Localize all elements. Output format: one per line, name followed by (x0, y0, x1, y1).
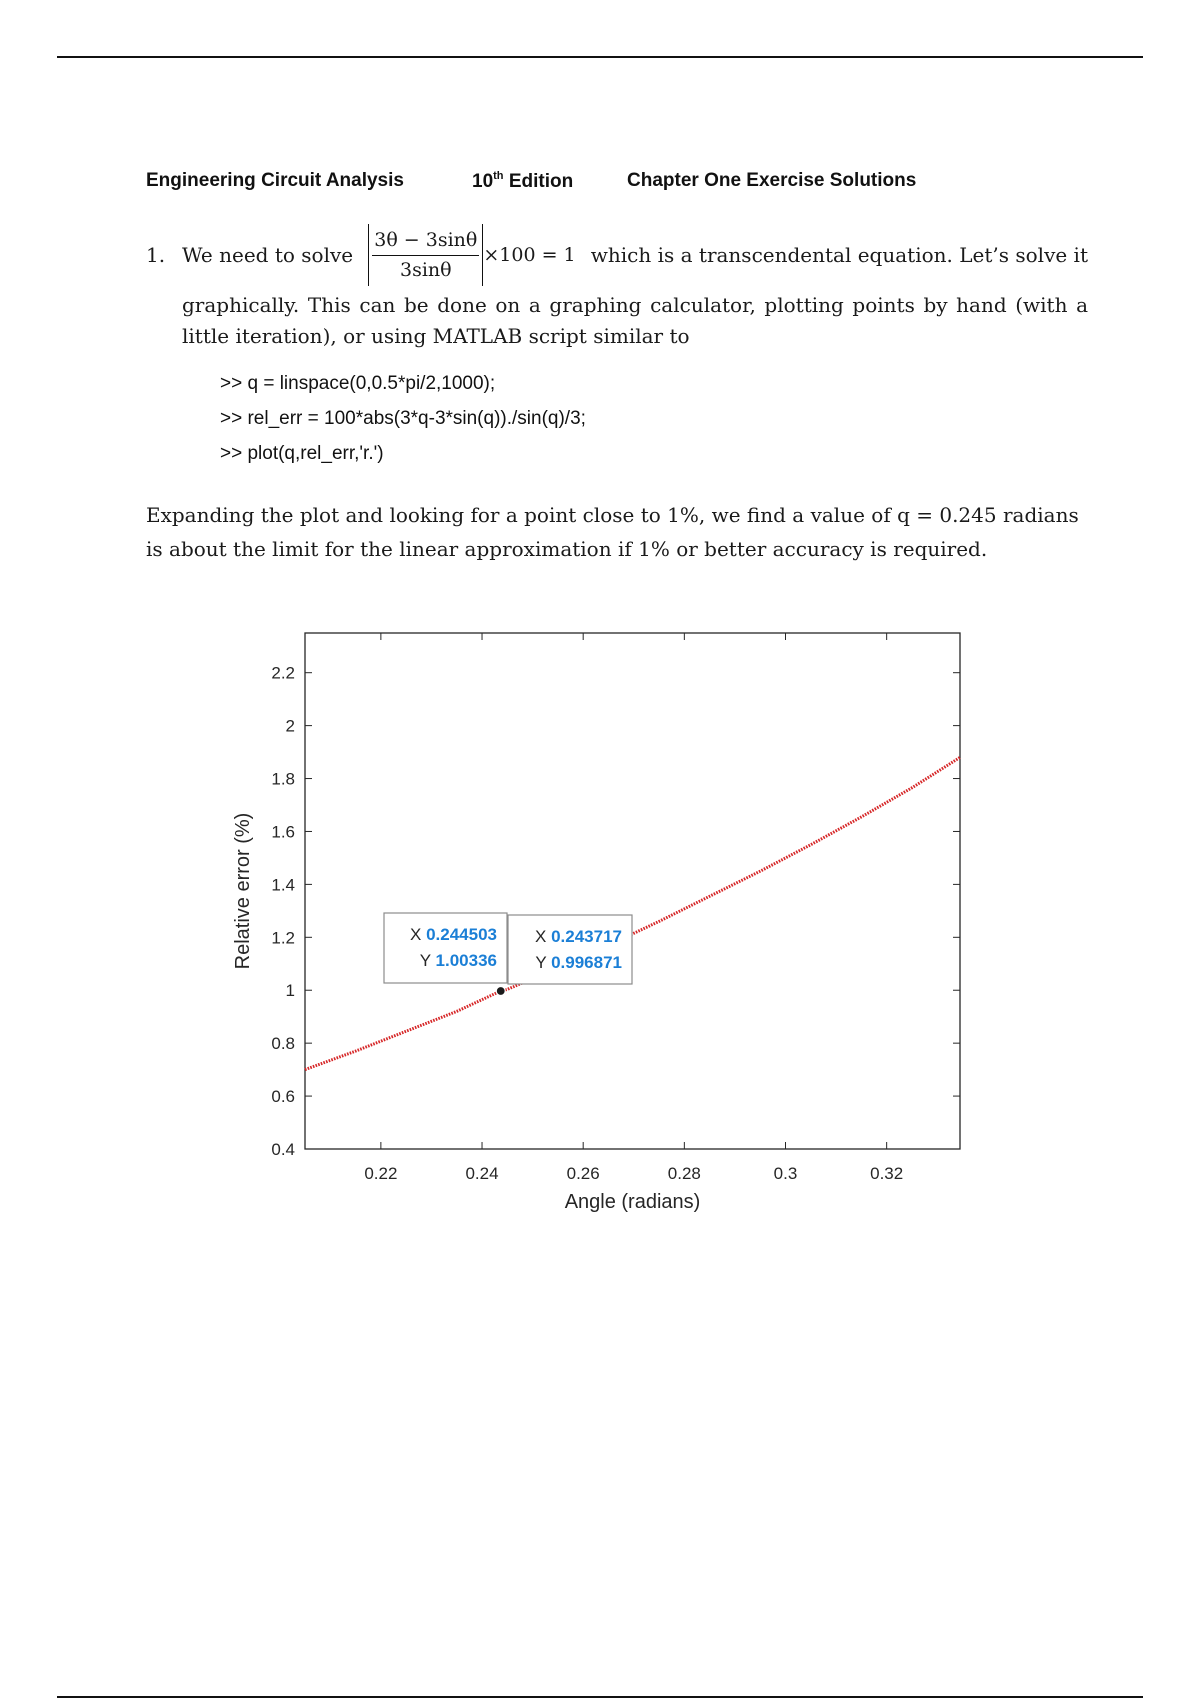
y-tick-label: 1 (285, 981, 295, 1001)
y-tick-label: 1.6 (271, 822, 295, 842)
y-tick-label: 0.6 (271, 1087, 295, 1107)
chapter-title: Chapter One Exercise Solutions (627, 170, 917, 191)
datatip-x-value: 0.243717 (551, 927, 622, 946)
equation-followup: which is a transcendental equation. Let’s solve it (590, 242, 1088, 267)
y-axis-label: Relative error (%) (232, 812, 254, 970)
code-line: >> q = linspace(0,0.5*pi/2,1000); (220, 373, 496, 394)
datatip-y (420, 951, 497, 970)
code-line: >> plot(q,rel_err,'r.') (220, 443, 384, 464)
x-tick-label: 0.3 (773, 1164, 798, 1183)
edition-suffix: th (493, 170, 504, 182)
y-tick-label: 2.2 (271, 663, 295, 683)
edition-word: Edition (508, 171, 574, 192)
y-tick-label: 1.8 (271, 769, 295, 789)
paragraph-graphically: graphically. This can be done on a graphing calculator, plotting points by hand (with a little iteration), or using MATLAB script similar to (182, 293, 1088, 348)
datatip-box (384, 913, 507, 983)
equation-rhs: ×100 = 1 (483, 243, 576, 266)
datatip-x (535, 927, 622, 946)
datatip-x (410, 925, 497, 944)
x-tick-label: 0.26 (566, 1164, 600, 1183)
x-tick-label: 0.24 (465, 1164, 499, 1183)
y-tick-label: 2 (285, 716, 295, 736)
datatip-y-value: 1.00336 (435, 951, 497, 970)
bottom-rule (57, 1696, 1143, 1698)
problem-intro: We need to solve (182, 242, 354, 267)
datatip-x-value: 0.244503 (426, 925, 497, 944)
datatip-y-label: Y (419, 951, 436, 970)
datatip-x-label: X (535, 927, 552, 946)
y-tick-label: 1.2 (271, 928, 295, 948)
problem-number: 1. (146, 243, 166, 267)
paragraph-conclusion: Expanding the plot and looking for a point close to 1%, we find a value of q = 0.245 radians is about the limit for the linear approximation if 1% or better accuracy is required. (146, 503, 1079, 561)
datatip-y-label: Y (535, 953, 552, 972)
code-line: >> rel_err = 100*abs(3*q-3*sin(q))./sin(q)/3; (220, 408, 586, 429)
x-axis-label: Angle (radians) (564, 1191, 701, 1213)
x-tick-label: 0.28 (667, 1164, 701, 1183)
y-tick-label: 1.4 (271, 875, 295, 895)
datatip-y (535, 953, 622, 972)
datatip-x-label: X (410, 925, 427, 944)
datatip-box (508, 915, 632, 984)
y-tick-label: 0.8 (271, 1034, 295, 1054)
book-title: Engineering Circuit Analysis (146, 170, 404, 191)
edition-number: 10 (472, 171, 494, 192)
datatip-y-value: 0.996871 (551, 953, 622, 972)
y-tick-label: 0.4 (271, 1140, 295, 1159)
x-tick-label: 0.22 (364, 1164, 398, 1183)
fraction-denominator: 3sinθ (400, 258, 452, 281)
fraction-numerator: 3θ − 3sinθ (372, 227, 479, 256)
datatip-marker (496, 987, 505, 996)
x-tick-label: 0.32 (870, 1164, 904, 1183)
axes-box (305, 633, 960, 1149)
